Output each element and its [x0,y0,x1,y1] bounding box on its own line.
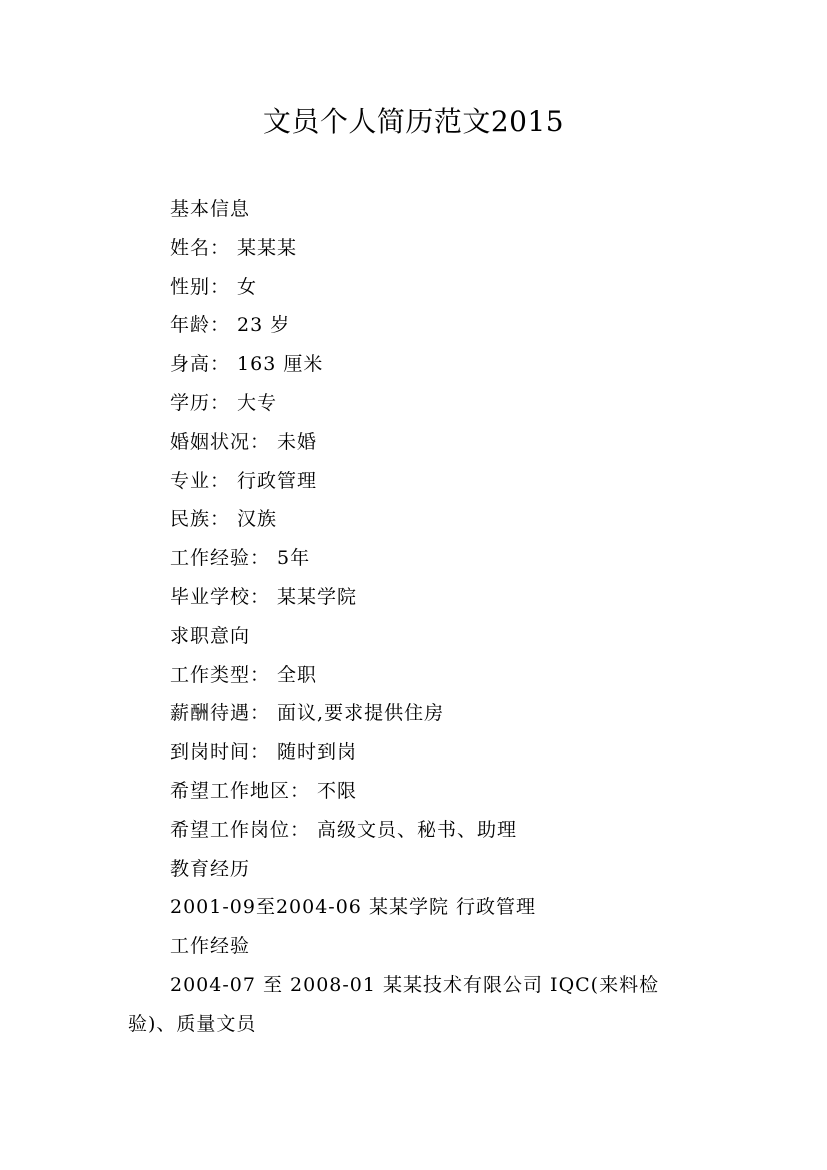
document-title: 文员个人简历范文2015 [262,105,565,138]
resume-lines [170,190,730,966]
work-entry-line-1: 2004-07 至 2008-01 某某技术有限公司 IQC(来料检 [170,974,660,996]
salary-line: 薪酬待遇： 面议,要求提供住房 [170,702,445,725]
work-entry-line-2: 验)、质量文员 [128,1012,257,1035]
ethnicity-line: 民族： 汉族 [170,508,278,531]
work-entry-paragraph [128,966,708,1044]
major-line: 专业： 行政管理 [170,469,318,492]
height-line: 身高： 163 厘米 [170,353,324,376]
education-entry-line: 2001-09至2004-06 某某学院 行政管理 [170,896,536,919]
age-line: 年龄： 23 岁 [170,314,291,337]
section-heading-job-intent: 求职意向 [170,624,251,647]
section-heading-education: 教育经历 [170,857,251,880]
gender-line: 性别： 女 [170,275,258,298]
graduate-school-line: 毕业学校： 某某学院 [170,585,358,608]
marital-status-line: 婚姻状况： 未婚 [170,430,318,453]
work-experience-years-line: 工作经验： 5年 [170,547,311,570]
education-level-line: 学历： 大专 [170,391,278,414]
desired-region-line: 希望工作地区： 不限 [170,779,358,802]
desired-position-line: 希望工作岗位： 高级文员、秘书、助理 [170,818,518,841]
section-heading-work-experience: 工作经验 [170,935,251,958]
job-type-line: 工作类型： 全职 [170,663,318,686]
name-line: 姓名： 某某某 [170,236,298,259]
start-time-line: 到岗时间： 随时到岗 [170,741,358,764]
section-heading-basic-info: 基本信息 [170,198,251,220]
